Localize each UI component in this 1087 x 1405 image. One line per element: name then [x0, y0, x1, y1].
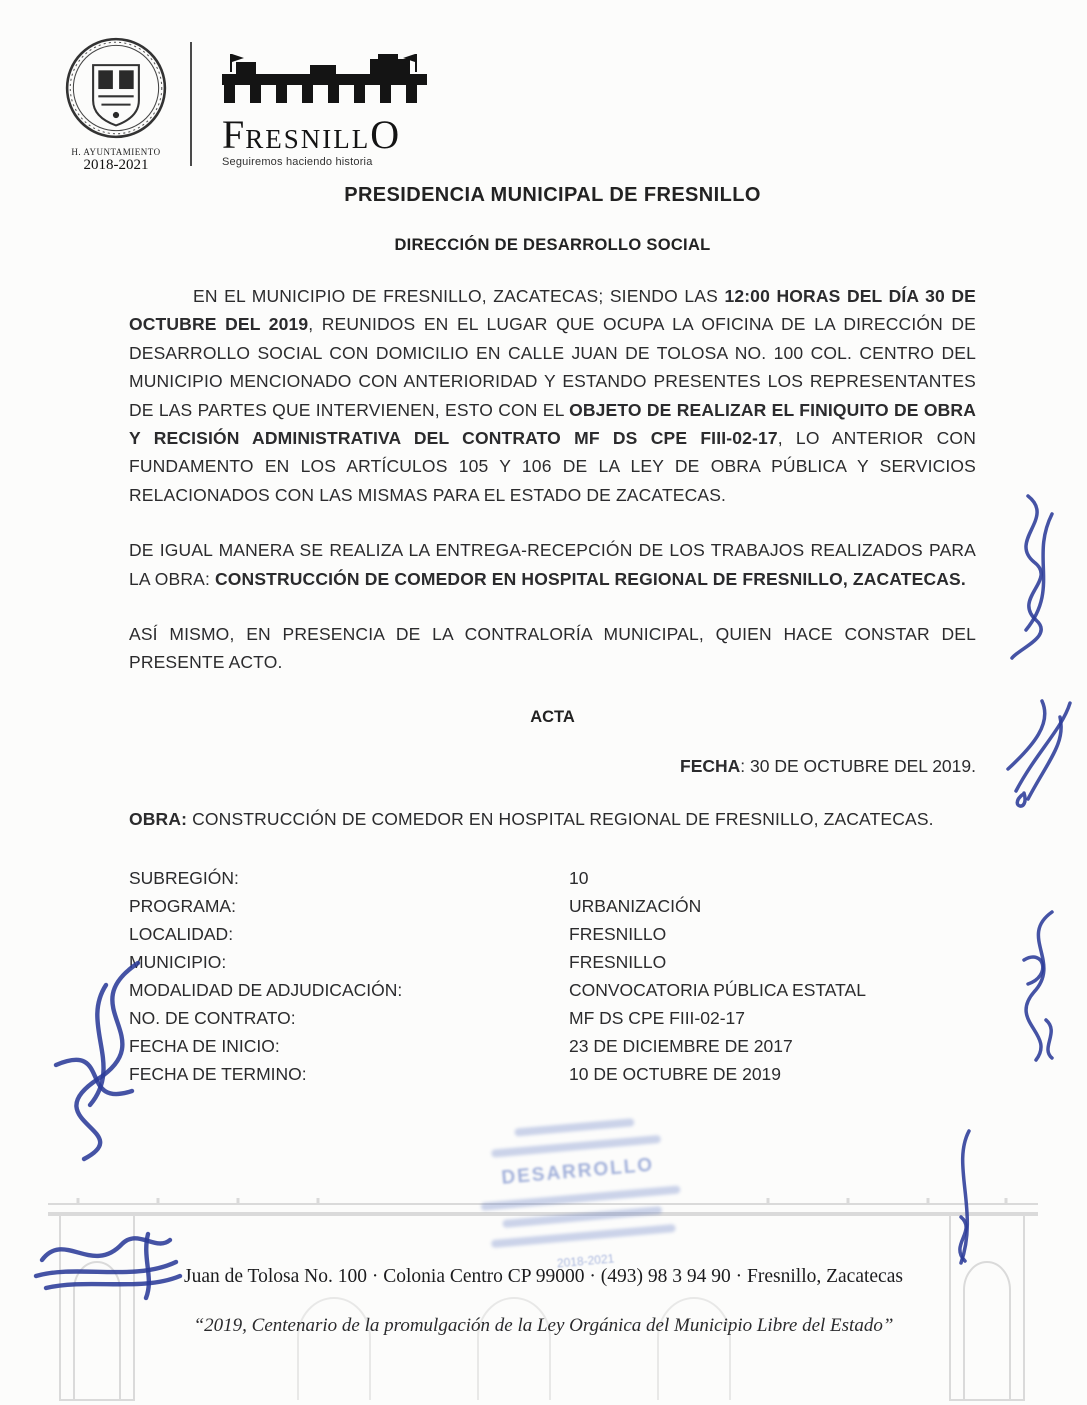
table-row — [129, 976, 976, 1004]
signature-right-bottom — [935, 1125, 995, 1277]
paragraph-1-text: , LO ANTERIOR CON FUNDAMENTO EN LOS ARTÍCULOS 105 Y 106 DE LA LEY DE OBRA PÚBLICA Y SERVICIOS RELACIONADOS CON LAS MISMAS PARA EL ESTADO DE ZACATECAS. — [129, 428, 976, 505]
fecha-label: FECHA — [680, 755, 741, 776]
stamp-blur-line — [491, 1135, 661, 1158]
table-row — [129, 920, 976, 948]
fresnillo-logo — [222, 50, 437, 168]
field-value: URBANIZACIÓN — [569, 896, 702, 917]
field-label: SUBREGIÓN: — [129, 868, 239, 889]
table-row — [129, 1004, 976, 1032]
table-row — [129, 864, 976, 892]
field-label: MUNICIPIO: — [129, 952, 227, 973]
paragraph-1-bold-date: 12:00 HORAS DEL DÍA 30 DE OCTUBRE DEL 2019 — [129, 286, 976, 335]
stamp-text: DESARROLLO — [500, 1154, 655, 1189]
signature-right-middle — [1000, 695, 1085, 815]
obra-value: CONSTRUCCIÓN DE COMEDOR EN HOSPITAL REGIONAL DE FRESNILLO, ZACATECAS. — [187, 808, 934, 829]
stamp-blur-line — [514, 1118, 634, 1136]
field-label: MODALIDAD DE ADJUDICACIÓN: — [129, 980, 403, 1001]
field-label: NO. DE CONTRATO: — [129, 1008, 296, 1029]
municipal-crest — [62, 36, 170, 174]
obra-label: OBRA: — [129, 808, 188, 829]
logo-final: O — [370, 112, 401, 157]
field-value: FRESNILLO — [569, 952, 667, 973]
fecha-line — [129, 756, 976, 777]
field-label: LOCALIDAD: — [129, 924, 234, 945]
field-label: PROGRAMA: — [129, 896, 236, 917]
field-value: 10 — [569, 868, 589, 889]
table-row — [129, 892, 976, 920]
logo-tagline: Seguiremos haciendo historia — [222, 156, 373, 168]
crest-seal-icon — [64, 36, 168, 140]
page-title: PRESIDENCIA MUNICIPAL DE FRESNILLO — [344, 184, 761, 206]
paragraph-2-bold-obra: CONSTRUCCIÓN DE COMEDOR EN HOSPITAL REGIONAL DE FRESNILLO, ZACATECAS. — [214, 568, 966, 589]
header-divider — [190, 42, 192, 166]
footer-address: Juan de Tolosa No. 100 · Colonia Centro CP 99000 · (493) 98 3 94 90 · Fresnillo, Zacatecas — [184, 1266, 903, 1287]
footer-quote: “2019, Centenario de la promulgación de la Ley Orgánica del Municipio Libre del Estado” — [193, 1315, 894, 1336]
logo-initial: F — [222, 112, 246, 157]
crest-caption: H. AYUNTAMIENTO — [71, 147, 161, 157]
obra-line — [129, 805, 976, 833]
field-value: CONVOCATORIA PÚBLICA ESTATAL — [569, 980, 866, 1001]
stamp-blur-line — [480, 1185, 680, 1210]
paragraph-3 — [129, 620, 976, 677]
fecha-value: : 30 DE OCTUBRE DEL 2019. — [740, 755, 976, 776]
paragraph-2-text: DE IGUAL MANERA SE REALIZA LA ENTREGA-RECEPCIÓN DE LOS TRABAJOS REALIZADOS PARA LA OBRA: — [129, 540, 976, 589]
document-body — [129, 184, 976, 1088]
field-label: FECHA DE INICIO: — [129, 1036, 280, 1057]
logo-middle: RESNILL — [245, 124, 371, 154]
field-value: FRESNILLO — [569, 924, 667, 945]
stamp-blur-line — [491, 1224, 676, 1248]
field-label: FECHA DE TERMINO: — [129, 1064, 307, 1085]
paragraph-1-text: , REUNIDOS EN EL LUGAR QUE OCUPA LA OFICINA DE LA DIRECCIÓN DE DESARROLLO SOCIAL CON DOMICILIO EN CALLE JUAN DE TOLOSA NO. 100 COL. CENTRO DEL MUNICIPIO MENCIONADO CON ANTERIORIDAD Y ESTANDO PRESENTES LOS REPRESENTANTES DE LAS PARTES QUE INTERVIENEN, ESTO CON EL — [129, 314, 976, 420]
paragraph-1-text: EN EL MUNICIPIO DE FRESNILLO, ZACATECAS; SIENDO LAS — [193, 286, 725, 306]
table-row — [129, 948, 976, 976]
paragraph-1-bold-object: OBJETO DE REALIZAR EL FINIQUITO DE OBRA Y RECISIÓN ADMINISTRATIVA DEL CONTRATO MF DS CPE FIII-02-17 — [129, 399, 976, 449]
field-value: 10 DE OCTUBRE DE 2019 — [569, 1064, 782, 1085]
table-row — [129, 1060, 976, 1088]
signature-right-coord — [1000, 900, 1075, 1072]
field-value: MF DS CPE FIII-02-17 — [569, 1008, 746, 1029]
page-subtitle: DIRECCIÓN DE DESARROLLO SOCIAL — [394, 236, 711, 254]
paragraph-1 — [129, 282, 976, 509]
table-row — [129, 1032, 976, 1060]
signature-right-top — [990, 488, 1080, 668]
logo-wordmark — [222, 112, 437, 157]
aqueduct-watermark — [48, 1198, 1038, 1403]
field-value: 23 DE DICIEMBRE DE 2017 — [569, 1036, 793, 1057]
acta-heading: ACTA — [530, 707, 575, 726]
paragraph-2 — [129, 536, 976, 593]
fields-table — [129, 864, 976, 1088]
aqueduct-icon — [222, 50, 427, 108]
stamp-years: 2018-2021 — [556, 1251, 615, 1271]
crest-years: 2018-2021 — [83, 157, 149, 173]
stamp-blur-line — [502, 1206, 662, 1228]
signature-bottom-left — [30, 1218, 185, 1310]
paragraph-3-text: ASÍ MISMO, EN PRESENCIA DE LA CONTRALORÍA MUNICIPAL, QUIEN HACE CONSTAR DEL PRESENTE ACTO. — [129, 624, 976, 673]
